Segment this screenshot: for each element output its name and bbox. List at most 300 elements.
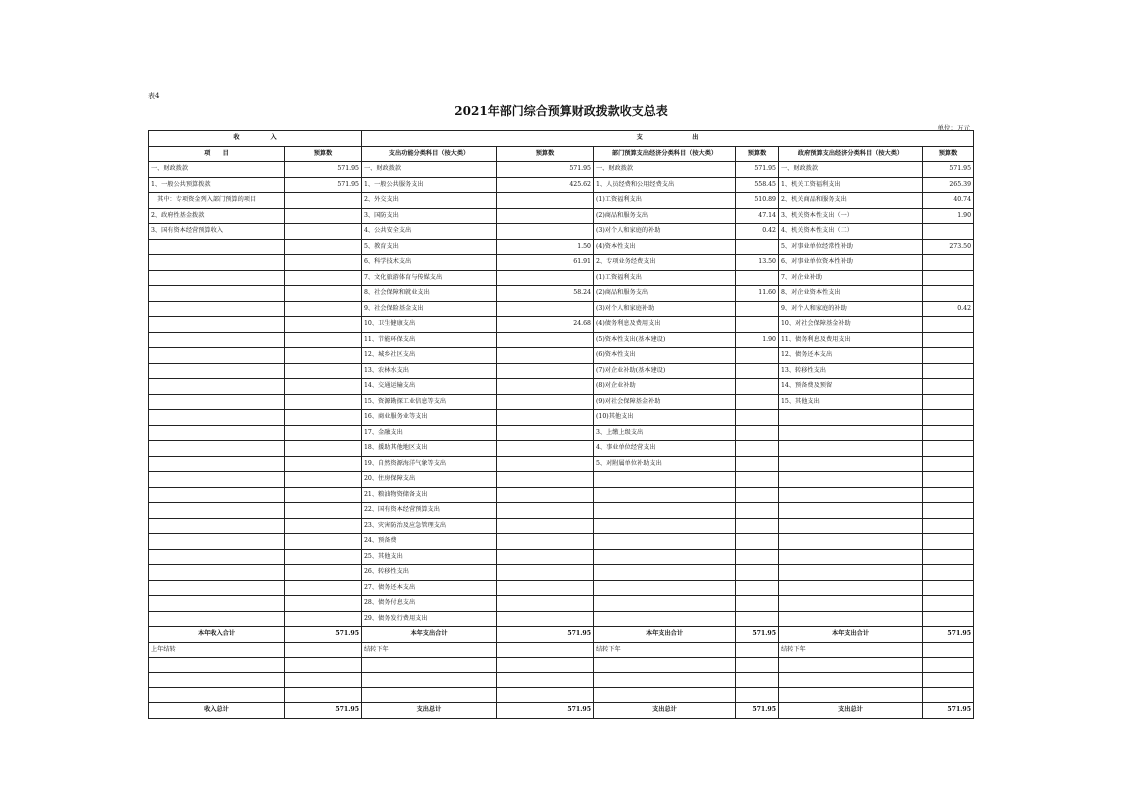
budget-amount-cell [285,363,362,379]
item-label-cell: 一、财政拨款 [149,162,285,178]
budget-amount-cell [736,503,779,519]
budget-amount-cell: 571.95 [923,627,974,643]
item-label-cell [594,518,736,534]
budget-amount-cell [923,394,974,410]
budget-amount-cell [736,425,779,441]
budget-amount-cell [923,286,974,302]
budget-amount-cell: 13.50 [736,255,779,271]
item-label-cell [149,565,285,581]
budget-amount-cell [923,472,974,488]
budget-amount-cell: 571.95 [923,162,974,178]
item-label-cell: 4、机关资本性支出（二） [779,224,923,240]
item-label-cell [594,487,736,503]
budget-amount-cell [497,193,594,209]
budget-amount-cell [285,503,362,519]
item-label-cell [779,549,923,565]
budget-amount-cell [285,518,362,534]
item-label-cell: 13、农林水支出 [362,363,497,379]
item-label-cell [149,348,285,364]
budget-amount-cell: 571.95 [923,703,974,719]
budget-amount-cell: 0.42 [923,301,974,317]
budget-amount-cell [736,394,779,410]
table-row [149,487,974,503]
item-label-cell [779,688,923,703]
item-label-cell [149,394,285,410]
item-label-cell [779,487,923,503]
budget-amount-cell: 571.95 [736,162,779,178]
item-label-cell: (3)对个人和家庭的补助 [594,224,736,240]
budget-amount-cell [285,425,362,441]
item-label-cell [149,441,285,457]
budget-amount-cell [497,658,594,673]
item-label-cell: 13、转移性支出 [779,363,923,379]
budget-amount-cell [285,348,362,364]
item-label-cell: 28、债务付息支出 [362,596,497,612]
table-row [149,239,974,255]
table-row [149,348,974,364]
item-label-cell [149,472,285,488]
item-label-cell [149,658,285,673]
budget-amount-cell [285,642,362,658]
item-label-cell [779,518,923,534]
item-label-cell [779,658,923,673]
item-label-cell: 7、文化旅游体育与传媒支出 [362,270,497,286]
item-label-cell: 14、预备费及预留 [779,379,923,395]
item-label-cell: 3、国防支出 [362,208,497,224]
budget-amount-cell [497,394,594,410]
budget-amount-cell [285,611,362,627]
budget-amount-cell [736,534,779,550]
item-label-cell: 9、社会保险基金支出 [362,301,497,317]
budget-amount-cell: 58.24 [497,286,594,302]
table-row [149,317,974,333]
budget-amount-cell [285,239,362,255]
item-label-cell [779,596,923,612]
item-label-cell: 15、资源勘探工业信息等支出 [362,394,497,410]
budget-amount-cell [923,658,974,673]
budget-amount-cell [285,472,362,488]
item-label-cell: (5)资本性支出(基本建设) [594,332,736,348]
item-label-cell: 3、机关资本性支出（一） [779,208,923,224]
item-label-cell: (9)对社会保障基金补助 [594,394,736,410]
item-label-cell [149,301,285,317]
page-title: 2021年部门综合预算财政拨款收支总表 [454,104,668,118]
budget-amount-cell [923,224,974,240]
budget-amount-cell: 571.95 [285,177,362,193]
item-label-cell: 结转下年 [362,642,497,658]
table-row [149,224,974,240]
item-label-cell: 5、教育支出 [362,239,497,255]
budget-amount-cell: 571.95 [497,162,594,178]
table-row [149,425,974,441]
budget-amount-cell: 40.74 [923,193,974,209]
budget-amount-cell [736,580,779,596]
item-label-cell: (1)工资福利支出 [594,193,736,209]
budget-amount-cell [497,363,594,379]
item-label-cell: 1、人员经费和公用经费支出 [594,177,736,193]
budget-amount-cell [497,472,594,488]
item-label-cell: 24、预备费 [362,534,497,550]
item-label-cell [594,658,736,673]
budget-amount-cell [497,503,594,519]
budget-amount-cell: 273.50 [923,239,974,255]
column-header: 预算数 [736,146,779,162]
header-row-1 [149,131,974,147]
budget-amount-cell [285,394,362,410]
budget-amount-cell [923,503,974,519]
item-label-cell: 7、对企业补助 [779,270,923,286]
item-label-cell: 收入总计 [149,703,285,719]
budget-amount-cell [285,549,362,565]
item-label-cell [149,332,285,348]
budget-amount-cell [736,688,779,703]
item-label-cell: 3、上缴上级支出 [594,425,736,441]
table-row [149,394,974,410]
item-label-cell: (2)商品和服务支出 [594,286,736,302]
budget-amount-cell [497,410,594,426]
budget-amount-cell [923,270,974,286]
item-label-cell: 4、公共安全支出 [362,224,497,240]
table-row [149,332,974,348]
item-label-cell: 支出总计 [362,703,497,719]
table-number-tag: 表4 [148,92,160,100]
table-row [149,286,974,302]
item-label-cell [779,410,923,426]
column-header: 预算数 [923,146,974,162]
item-label-cell: 1、机关工资福利支出 [779,177,923,193]
budget-amount-cell [497,425,594,441]
budget-amount-cell [736,270,779,286]
item-label-cell: 本年支出合计 [594,627,736,643]
budget-amount-cell [285,317,362,333]
budget-amount-cell [285,224,362,240]
table-row [149,472,974,488]
item-label-cell: (10)其他支出 [594,410,736,426]
budget-amount-cell [497,456,594,472]
budget-table [148,130,974,719]
empty-row [149,658,974,673]
item-label-cell: 29、债务发行费用支出 [362,611,497,627]
table-row [149,503,974,519]
table-row [149,363,974,379]
budget-amount-cell: 0.42 [736,224,779,240]
item-label-cell: 一、财政拨款 [362,162,497,178]
budget-amount-cell [923,410,974,426]
budget-amount-cell [285,534,362,550]
budget-amount-cell [923,673,974,688]
budget-amount-cell [497,580,594,596]
expense-header: 支 出 [362,131,974,147]
table-row [149,456,974,472]
table-row [149,270,974,286]
table-row [149,379,974,395]
table-row [149,301,974,317]
table-row [149,549,974,565]
item-label-cell: 15、其他支出 [779,394,923,410]
budget-amount-cell [285,456,362,472]
item-label-cell: 11、节能环保支出 [362,332,497,348]
item-label-cell: (8)对企业补助 [594,379,736,395]
budget-amount-cell [497,487,594,503]
budget-amount-cell [736,673,779,688]
item-label-cell: 2、政府性基金拨款 [149,208,285,224]
budget-amount-cell [736,611,779,627]
item-label-cell [149,456,285,472]
item-label-cell [149,611,285,627]
budget-amount-cell [285,410,362,426]
item-label-cell: 2、外交支出 [362,193,497,209]
item-label-cell: 结转下年 [779,642,923,658]
item-label-cell: (3)对个人和家庭补助 [594,301,736,317]
budget-amount-cell [736,596,779,612]
item-label-cell [594,580,736,596]
budget-amount-cell [497,208,594,224]
unit-label: 单位：万元 [937,124,970,132]
budget-amount-cell [736,549,779,565]
budget-amount-cell: 425.62 [497,177,594,193]
column-header: 支出功能分类科目（按大类） [362,146,497,162]
item-label-cell: 本年支出合计 [362,627,497,643]
budget-amount-cell [497,332,594,348]
budget-amount-cell [497,565,594,581]
budget-amount-cell: 47.14 [736,208,779,224]
table-row [149,208,974,224]
item-label-cell [149,286,285,302]
item-label-cell: 1、一般公共预算拨款 [149,177,285,193]
item-label-cell: 19、自然资源海洋气象等支出 [362,456,497,472]
item-label-cell: 1、一般公共服务支出 [362,177,497,193]
item-label-cell: 16、商业服务业等支出 [362,410,497,426]
item-label-cell [594,596,736,612]
item-label-cell [149,255,285,271]
budget-amount-cell [285,208,362,224]
item-label-cell [779,580,923,596]
item-label-cell [149,503,285,519]
item-label-cell: 3、国有资本经营预算收入 [149,224,285,240]
budget-amount-cell [285,596,362,612]
item-label-cell: 23、灾害防治及应急管理支出 [362,518,497,534]
item-label-cell [149,239,285,255]
budget-amount-cell [923,425,974,441]
item-label-cell [779,503,923,519]
budget-amount-cell: 558.45 [736,177,779,193]
budget-amount-cell [923,441,974,457]
budget-amount-cell [497,301,594,317]
item-label-cell: 21、粮油物资储备支出 [362,487,497,503]
budget-amount-cell [923,255,974,271]
item-label-cell: (1)工资福利支出 [594,270,736,286]
item-label-cell: 2、专项业务经费支出 [594,255,736,271]
item-label-cell [362,688,497,703]
budget-amount-cell [285,565,362,581]
item-label-cell: 26、转移性支出 [362,565,497,581]
item-label-cell: 上年结转 [149,642,285,658]
budget-amount-cell: 571.95 [285,627,362,643]
budget-amount-cell: 1.90 [736,332,779,348]
table-row [149,410,974,426]
budget-amount-cell [736,456,779,472]
table-row [149,441,974,457]
column-header: 政府预算支出经济分类科目（按大类） [779,146,923,162]
budget-amount-cell [497,688,594,703]
item-label-cell [362,673,497,688]
budget-amount-cell [736,348,779,364]
item-label-cell: (4)债务利息及费用支出 [594,317,736,333]
item-label-cell: 支出总计 [779,703,923,719]
item-label-cell: 9、对个人和家庭的补助 [779,301,923,317]
table-row [149,193,974,209]
income-header: 收 入 [149,131,362,147]
budget-amount-cell [736,642,779,658]
empty-row [149,688,974,703]
budget-amount-cell [736,565,779,581]
item-label-cell [149,673,285,688]
budget-amount-cell [736,317,779,333]
budget-amount-cell [497,596,594,612]
empty-row [149,673,974,688]
budget-amount-cell [497,270,594,286]
item-label-cell [594,611,736,627]
budget-amount-cell [923,596,974,612]
budget-amount-cell: 571.95 [497,627,594,643]
item-label-cell: 12、债务还本支出 [779,348,923,364]
budget-amount-cell: 265.39 [923,177,974,193]
column-header: 项 目 [149,146,285,162]
budget-amount-cell [923,332,974,348]
budget-amount-cell [923,565,974,581]
item-label-cell: 11、债务利息及费用支出 [779,332,923,348]
item-label-cell: 5、对附属单位补助支出 [594,456,736,472]
budget-amount-cell [923,487,974,503]
item-label-cell [779,425,923,441]
budget-amount-cell [285,441,362,457]
item-label-cell: 8、对企业资本性支出 [779,286,923,302]
budget-amount-cell [736,379,779,395]
budget-amount-cell: 571.95 [285,162,362,178]
item-label-cell: 22、国有资本经营预算支出 [362,503,497,519]
budget-amount-cell [497,441,594,457]
budget-amount-cell [736,487,779,503]
item-label-cell [779,611,923,627]
budget-amount-cell [736,658,779,673]
item-label-cell [149,580,285,596]
item-label-cell: (2)商品和服务支出 [594,208,736,224]
item-label-cell: 一、财政拨款 [779,162,923,178]
item-label-cell: 10、卫生健康支出 [362,317,497,333]
budget-amount-cell [285,193,362,209]
item-label-cell [594,673,736,688]
column-header: 预算数 [285,146,362,162]
table-row [149,596,974,612]
table-row [149,518,974,534]
budget-amount-cell: 1.50 [497,239,594,255]
header-row-2 [149,146,974,162]
budget-amount-cell [923,580,974,596]
item-label-cell: (7)对企业补助(基本建设) [594,363,736,379]
item-label-cell: 27、债务还本支出 [362,580,497,596]
budget-amount-cell [923,348,974,364]
budget-amount-cell [497,534,594,550]
budget-amount-cell: 571.95 [736,627,779,643]
budget-amount-cell: 24.68 [497,317,594,333]
budget-amount-cell [497,518,594,534]
item-label-cell: 25、其他支出 [362,549,497,565]
table-row [149,162,974,178]
budget-amount-cell [497,379,594,395]
table-row [149,611,974,627]
item-label-cell [779,534,923,550]
budget-amount-cell [497,611,594,627]
item-label-cell [149,410,285,426]
budget-amount-cell [285,270,362,286]
item-label-cell: (4)资本性支出 [594,239,736,255]
item-label-cell [149,363,285,379]
table-row [149,565,974,581]
budget-amount-cell [497,224,594,240]
item-label-cell [149,487,285,503]
item-label-cell: 其中：专项资金列入部门预算的项目 [149,193,285,209]
budget-amount-cell [497,673,594,688]
budget-amount-cell [736,441,779,457]
budget-amount-cell [285,332,362,348]
item-label-cell [779,456,923,472]
budget-amount-cell [736,239,779,255]
item-label-cell [594,549,736,565]
grand-total-row [149,703,974,719]
carry-over-row [149,642,974,658]
budget-amount-cell [285,658,362,673]
item-label-cell [149,317,285,333]
table-row [149,177,974,193]
table-row [149,255,974,271]
budget-amount-cell [736,518,779,534]
item-label-cell [779,472,923,488]
budget-amount-cell: 571.95 [736,703,779,719]
item-label-cell [149,549,285,565]
item-label-cell: 10、对社会保障基金补助 [779,317,923,333]
budget-amount-cell [923,549,974,565]
item-label-cell [149,270,285,286]
budget-amount-cell [923,456,974,472]
budget-amount-cell [285,255,362,271]
item-label-cell: 结转下年 [594,642,736,658]
item-label-cell [594,503,736,519]
item-label-cell: 20、住房保障支出 [362,472,497,488]
item-label-cell: (6)资本性支出 [594,348,736,364]
item-label-cell [779,565,923,581]
budget-amount-cell [285,580,362,596]
budget-amount-cell [285,487,362,503]
budget-amount-cell [736,472,779,488]
item-label-cell [362,658,497,673]
budget-amount-cell [923,534,974,550]
table-row [149,534,974,550]
budget-amount-cell: 11.60 [736,286,779,302]
item-label-cell: 4、事业单位经营支出 [594,441,736,457]
budget-amount-cell: 61.91 [497,255,594,271]
item-label-cell [594,534,736,550]
item-label-cell: 6、科学技术支出 [362,255,497,271]
budget-amount-cell [923,688,974,703]
item-label-cell: 12、城乡社区支出 [362,348,497,364]
item-label-cell [149,379,285,395]
budget-amount-cell [497,348,594,364]
budget-amount-cell [736,410,779,426]
budget-amount-cell [736,301,779,317]
budget-amount-cell [923,363,974,379]
column-header: 部门预算支出经济分类科目（按大类） [594,146,736,162]
item-label-cell: 8、社会保障和就业支出 [362,286,497,302]
